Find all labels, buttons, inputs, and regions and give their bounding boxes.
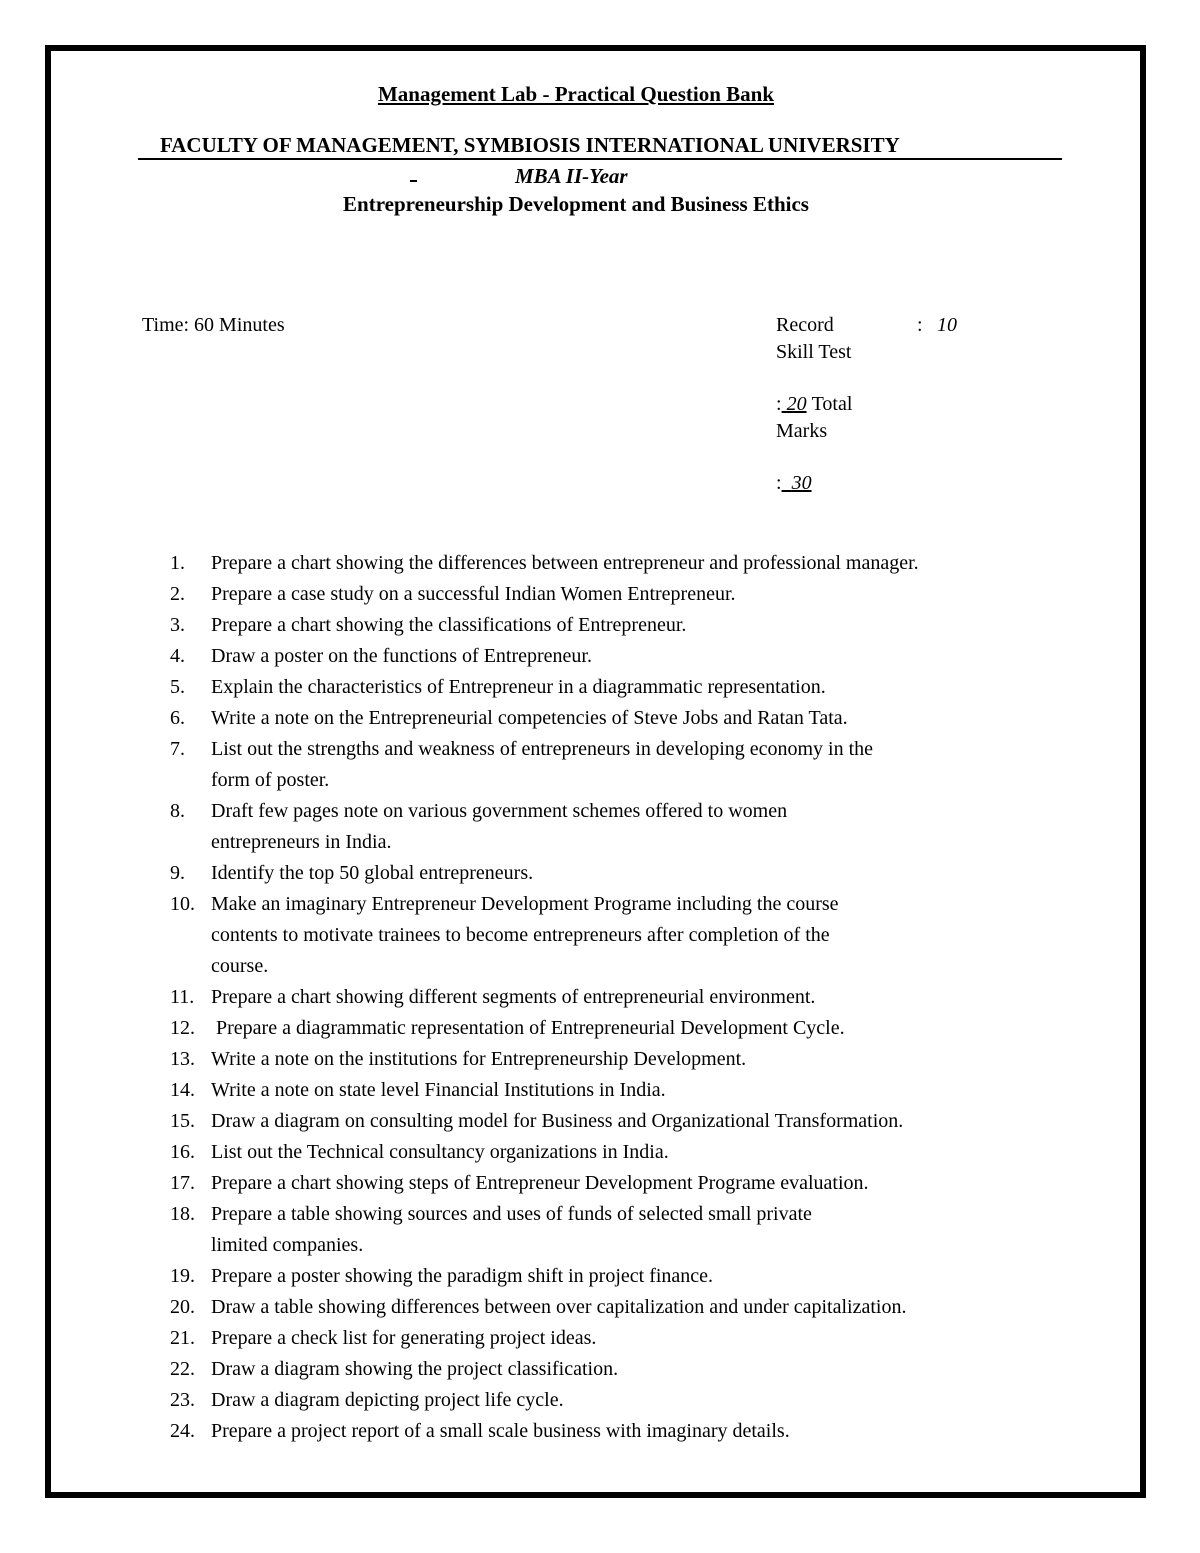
record-separator: : bbox=[917, 314, 923, 336]
question-item bbox=[170, 1106, 1070, 1137]
skill-test-value: 20 bbox=[786, 393, 807, 415]
question-line: Write a note on state level Financial Institutions in India. bbox=[211, 1079, 666, 1101]
faculty-name: FACULTY OF MANAGEMENT, SYMBIOSIS INTERNATIONAL UNIVERSITY bbox=[160, 133, 900, 157]
question-list bbox=[170, 548, 1070, 1447]
question-item bbox=[170, 1044, 1070, 1075]
question-number: 22. bbox=[170, 1358, 195, 1380]
question-line: limited companies. bbox=[211, 1234, 364, 1256]
question-number: 17. bbox=[170, 1172, 195, 1194]
question-line: Draw a diagram showing the project classification. bbox=[211, 1358, 619, 1380]
question-line: course. bbox=[211, 955, 269, 977]
question-item bbox=[170, 579, 1070, 610]
question-number: 16. bbox=[170, 1141, 195, 1163]
question-item bbox=[170, 672, 1070, 703]
question-item bbox=[170, 610, 1070, 641]
question-text bbox=[211, 1385, 1070, 1416]
question-line: contents to motivate trainees to become entrepreneurs after completion of the bbox=[211, 924, 830, 946]
question-number: 23. bbox=[170, 1389, 195, 1411]
question-number: 1. bbox=[170, 552, 185, 574]
question-line: Prepare a chart showing the differences between entrepreneur and professional manager. bbox=[211, 552, 919, 574]
question-text bbox=[211, 1013, 1070, 1044]
question-item bbox=[170, 1261, 1070, 1292]
question-text bbox=[211, 982, 1070, 1013]
question-text bbox=[211, 1416, 1070, 1447]
course-name: Entrepreneurship Development and Business Ethics bbox=[343, 192, 809, 216]
question-line: Draw a diagram depicting project life cycle. bbox=[211, 1389, 564, 1411]
question-line: List out the strengths and weakness of entrepreneurs in developing economy in the bbox=[211, 738, 874, 760]
marks-label: Marks bbox=[776, 420, 828, 442]
question-line: Explain the characteristics of Entrepreneur in a diagrammatic representation. bbox=[211, 676, 826, 698]
question-item bbox=[170, 982, 1070, 1013]
question-number: 4. bbox=[170, 645, 185, 667]
question-line: Prepare a chart showing the classifications of Entrepreneur. bbox=[211, 614, 687, 636]
skill-test-separator: : bbox=[776, 393, 782, 415]
question-item bbox=[170, 1385, 1070, 1416]
question-line: Write a note on the institutions for Entrepreneurship Development. bbox=[211, 1048, 747, 1070]
question-number: 18. bbox=[170, 1203, 195, 1225]
question-item bbox=[170, 703, 1070, 734]
question-number: 5. bbox=[170, 676, 185, 698]
question-item bbox=[170, 1168, 1070, 1199]
question-line: Prepare a chart showing different segments of entrepreneurial environment. bbox=[211, 986, 816, 1008]
question-number: 14. bbox=[170, 1079, 195, 1101]
question-line: Identify the top 50 global entrepreneurs. bbox=[211, 862, 534, 884]
question-line: Prepare a check list for generating project ideas. bbox=[211, 1327, 597, 1349]
question-item bbox=[170, 1075, 1070, 1106]
question-number: 15. bbox=[170, 1110, 195, 1132]
question-number: 24. bbox=[170, 1420, 195, 1442]
question-item bbox=[170, 1323, 1070, 1354]
question-number: 20. bbox=[170, 1296, 195, 1318]
question-line: Draw a poster on the functions of Entrepreneur. bbox=[211, 645, 592, 667]
question-text bbox=[211, 610, 1070, 641]
question-number: 6. bbox=[170, 707, 185, 729]
question-text bbox=[211, 1354, 1070, 1385]
question-item bbox=[170, 1354, 1070, 1385]
question-line: Write a note on the Entrepreneurial competencies of Steve Jobs and Ratan Tata. bbox=[211, 707, 848, 729]
question-text bbox=[211, 641, 1070, 672]
question-item bbox=[170, 858, 1070, 889]
question-text bbox=[211, 796, 1070, 858]
question-line: Prepare a project report of a small scale business with imaginary details. bbox=[211, 1420, 790, 1442]
question-number: 9. bbox=[170, 862, 185, 884]
question-item bbox=[170, 796, 1070, 858]
question-item bbox=[170, 734, 1070, 796]
question-text bbox=[211, 889, 1070, 982]
program-name: MBA II-Year bbox=[515, 164, 628, 188]
question-line: Prepare a diagrammatic representation of Entrepreneurial Development Cycle. bbox=[211, 1017, 845, 1039]
record-label: Record bbox=[776, 314, 834, 336]
question-text bbox=[211, 548, 1070, 579]
question-number: 19. bbox=[170, 1265, 195, 1287]
question-item bbox=[170, 1137, 1070, 1168]
question-text bbox=[211, 672, 1070, 703]
question-item bbox=[170, 548, 1070, 579]
question-number: 12. bbox=[170, 1017, 195, 1039]
question-item bbox=[170, 889, 1070, 982]
question-line: Prepare a case study on a successful Indian Women Entrepreneur. bbox=[211, 583, 736, 605]
question-number: 3. bbox=[170, 614, 185, 636]
skill-test-marks bbox=[776, 393, 852, 416]
question-text bbox=[211, 1137, 1070, 1168]
document-title: Management Lab - Practical Question Bank bbox=[377, 82, 775, 106]
question-text bbox=[211, 1261, 1070, 1292]
question-text bbox=[211, 1199, 1070, 1261]
question-line: Draw a table showing differences between over capitalization and under capitalization. bbox=[211, 1296, 907, 1318]
question-number: 21. bbox=[170, 1327, 195, 1349]
question-number: 10. bbox=[170, 893, 195, 915]
question-number: 13. bbox=[170, 1048, 195, 1070]
question-item bbox=[170, 1292, 1070, 1323]
question-number: 8. bbox=[170, 800, 185, 822]
question-text bbox=[211, 1075, 1070, 1106]
question-line: Draft few pages note on various government schemes offered to women bbox=[211, 800, 788, 822]
question-text bbox=[211, 703, 1070, 734]
question-text bbox=[211, 1106, 1070, 1137]
question-item bbox=[170, 1416, 1070, 1447]
question-line: form of poster. bbox=[211, 769, 330, 791]
question-number: 2. bbox=[170, 583, 185, 605]
question-line: Make an imaginary Entrepreneur Development Programe including the course bbox=[211, 893, 839, 915]
question-line: Draw a diagram on consulting model for Business and Organizational Transformation. bbox=[211, 1110, 904, 1132]
question-text bbox=[211, 734, 1070, 796]
question-text bbox=[211, 1292, 1070, 1323]
total-value: 30 bbox=[791, 472, 812, 494]
question-number: 11. bbox=[170, 986, 195, 1008]
question-text bbox=[211, 1323, 1070, 1354]
skill-test-label: Skill Test bbox=[776, 341, 852, 363]
question-number: 7. bbox=[170, 738, 185, 760]
question-text bbox=[211, 579, 1070, 610]
question-line: Prepare a table showing sources and uses of funds of selected small private bbox=[211, 1203, 812, 1225]
question-item bbox=[170, 1013, 1070, 1044]
header-rule bbox=[138, 158, 1062, 160]
question-line: List out the Technical consultancy organizations in India. bbox=[211, 1141, 669, 1163]
exam-time: Time: 60 Minutes bbox=[142, 314, 285, 336]
total-separator: : bbox=[776, 472, 782, 494]
record-value: 10 bbox=[937, 314, 957, 336]
question-line: entrepreneurs in India. bbox=[211, 831, 392, 853]
question-text bbox=[211, 1044, 1070, 1075]
header-dash bbox=[410, 180, 417, 182]
question-item bbox=[170, 641, 1070, 672]
question-text bbox=[211, 1168, 1070, 1199]
question-line: Prepare a poster showing the paradigm shift in project finance. bbox=[211, 1265, 714, 1287]
question-text bbox=[211, 858, 1070, 889]
question-item bbox=[170, 1199, 1070, 1261]
total-marks bbox=[776, 472, 812, 495]
question-line: Prepare a chart showing steps of Entrepreneur Development Programe evaluation. bbox=[211, 1172, 869, 1194]
total-label: Total bbox=[811, 393, 853, 415]
